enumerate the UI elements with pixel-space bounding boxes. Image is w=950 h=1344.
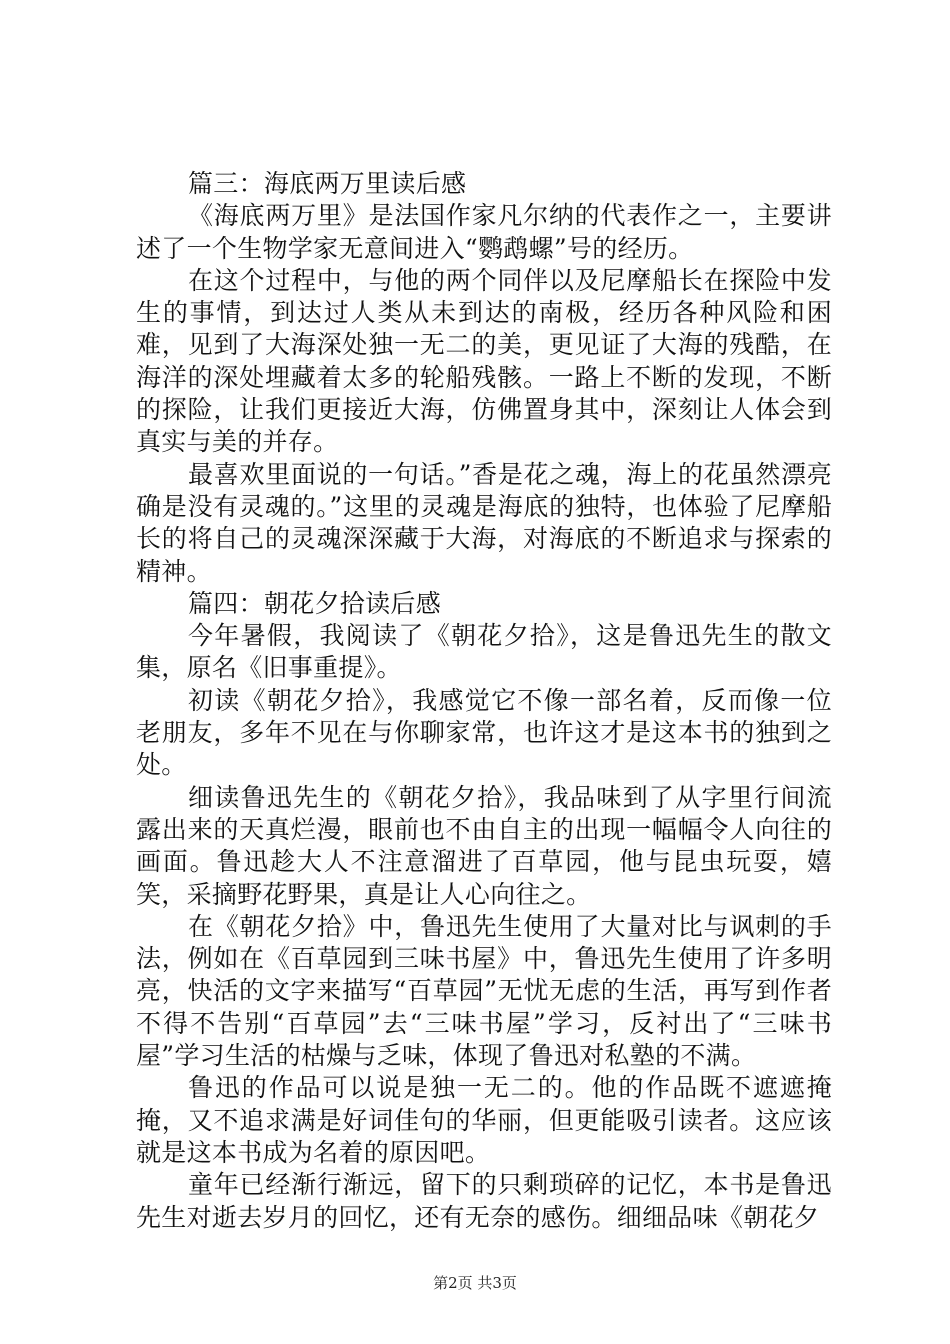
paragraph: 鲁迅的作品可以说是独一无二的。他的作品既不遮遮掩掩，又不追求满是好词佳句的华丽，但更能吸引读者。这应该就是这本书成为名着的原因吧。 — [136, 1073, 832, 1167]
paragraph: 细读鲁迅先生的《朝花夕拾》，我品味到了从字里行间流露出来的天真烂漫，眼前也不由自主的出现一幅幅令人向往的画面。鲁迅趁大人不注意溜进了百草园，他与昆虫玩耍，嬉笑，采摘野花野果，真是让人心向往之。 — [136, 782, 832, 909]
paragraph: 《海底两万里》是法国作家凡尔纳的代表作之一，主要讲述了一个生物学家无意间进入“鹦鹉螺”号的经历。 — [136, 201, 832, 263]
paragraph: 在这个过程中，与他的两个同伴以及尼摩船长在探险中发生的事情，到达过人类从未到达的南极，经历各种风险和困难，见到了大海深处独一无二的美，更见证了大海的残酷，在海洋的深处埋藏着太多的轮船残骸。一路上不断的发现，不断的探险，让我们更接近大海，仿佛置身其中，深刻让人体会到真实与美的并存。 — [136, 265, 832, 457]
paragraph: 最喜欢里面说的一句话。”香是花之魂，海上的花虽然漂亮确是没有灵魂的。”这里的灵魂是海底的独特，也体验了尼摩船长的将自己的灵魂深深藏于大海，对海底的不断追求与探索的精神。 — [136, 459, 832, 586]
paragraph: 童年已经渐行渐远，留下的只剩琐碎的记忆，本书是鲁迅先生对逝去岁月的回忆，还有无奈的感伤。细细品味《朝花夕 — [136, 1170, 832, 1232]
paragraph: 今年暑假，我阅读了《朝花夕拾》，这是鲁迅先生的散文集，原名《旧事重提》。 — [136, 621, 832, 683]
page-footer: 第2页 共3页 — [433, 1274, 517, 1292]
paragraph: 初读《朝花夕拾》，我感觉它不像一部名着，反而像一位老朋友，多年不见在与你聊家常，也许这才是这本书的独到之处。 — [136, 685, 832, 780]
paragraph: 在《朝花夕拾》中，鲁迅先生使用了大量对比与讽刺的手法，例如在《百草园到三味书屋》中，鲁迅先生使用了许多明亮，快活的文字来描写“百草园”无忧无虑的生活，再写到作者不得不告别“百草园”去“三味书屋”学习，反衬出了“三味书屋”学习生活的枯燥与乏味，体现了鲁迅对私塾的不满。 — [136, 911, 832, 1071]
document-body — [136, 168, 832, 1234]
section-heading-4: 篇四：朝花夕拾读后感 — [188, 588, 442, 618]
section-heading-3: 篇三：海底两万里读后感 — [188, 169, 467, 198]
